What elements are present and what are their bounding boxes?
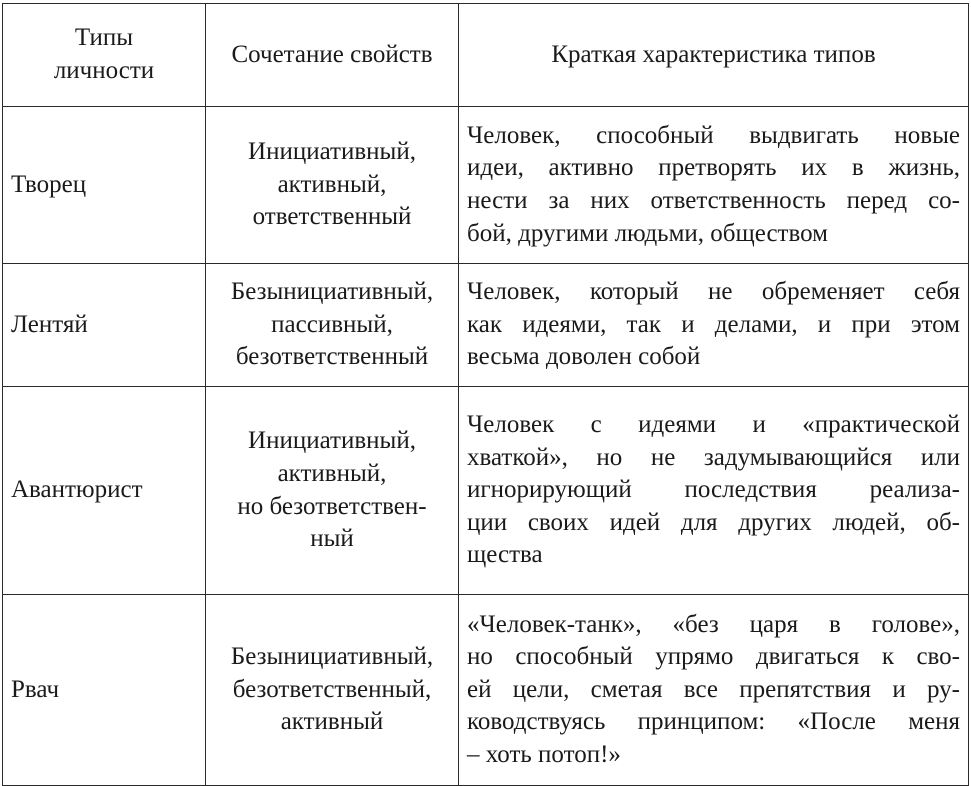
type-properties: Инициативный, активный, ответственный <box>206 107 459 264</box>
type-description: Человек, который не обременяет себя как идеями, так и делами, и при этом весьма доволен собой <box>459 264 969 387</box>
table-row <box>3 107 969 264</box>
personality-types-table <box>2 3 969 786</box>
type-description: Человек с идеями и «практической хваткой», но не задумывающийся или игнорирующий последствия реализа- ции своих идей для других людей, об- щества <box>459 387 969 595</box>
header-types: Типы личности <box>3 4 206 107</box>
type-properties: Инициативный, активный, но безответствен- ный <box>206 387 459 595</box>
type-name: Рвач <box>3 595 206 786</box>
header-properties: Сочетание свойств <box>206 4 459 107</box>
header-row <box>3 4 969 107</box>
table-row <box>3 387 969 595</box>
type-description: «Человек-танк», «без царя в голове», но способный упрямо двигаться к сво- ей цели, сметая все препятствия и ру- ководствуясь принципом: «После меня – хоть потоп!» <box>459 595 969 786</box>
header-description: Краткая характеристика типов <box>459 4 969 107</box>
table-row <box>3 264 969 387</box>
type-properties: Безынициативный, пассивный, безответственный <box>206 264 459 387</box>
type-name: Творец <box>3 107 206 264</box>
type-name: Авантюрист <box>3 387 206 595</box>
type-properties: Безынициативный, безответственный, активный <box>206 595 459 786</box>
table-row <box>3 595 969 786</box>
type-description: Человек, способный выдвигать новые идеи, активно претворять их в жизнь, нести за них ответственность перед со- бой, другими людьми, обществом <box>459 107 969 264</box>
type-name: Лентяй <box>3 264 206 387</box>
